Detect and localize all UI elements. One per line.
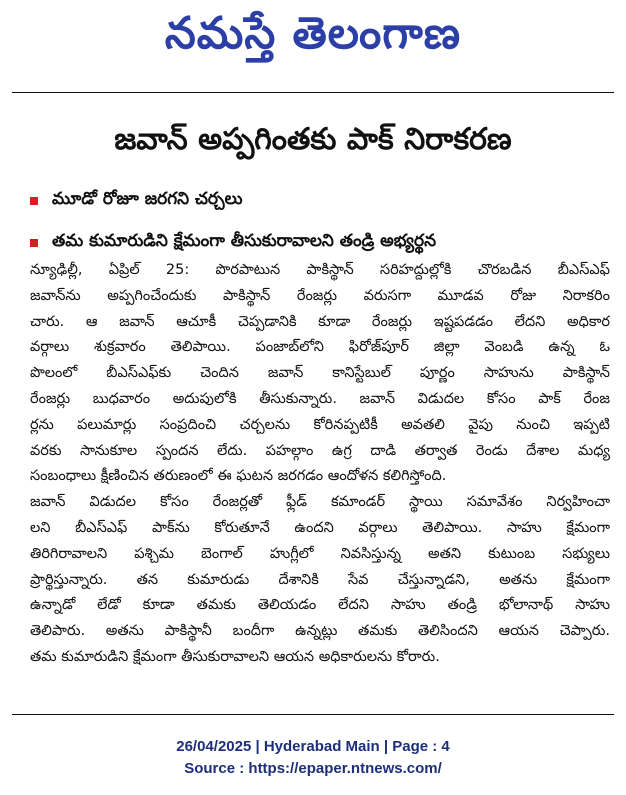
bottom-divider — [12, 714, 614, 715]
article-line: తెలిపారు. అతను పాకిస్థానీ బందీగా ఉన్నట్లు తమకు తెలిసిందని ఆయన చెప్పారు. — [30, 623, 610, 640]
article-line: తిరిగిరావాలని పశ్చిమ బెంగాల్ హుగ్లీలో నివసిస్తున్న అతని కుటుంబ సభ్యులు — [30, 545, 610, 562]
article-line: వరకు సానుకూల స్పందన లేదు. పహల్గాం ఉగ్ర దాడి తర్వాత రెండు దేశాల మధ్య — [30, 442, 610, 459]
subheading-item — [30, 180, 610, 222]
article-line: చారు. ఆ జవాన్ ఆచూకీ చెప్పడానికి కూడా రేంజర్లు ఇష్టపడడం లేదని అధికార — [30, 313, 610, 330]
article-line: ఉన్నాడో లేడో కూడా తమకు తెలియడం లేదని సాహు తండ్రి భోలానాథ్ సాహు — [30, 597, 610, 614]
footer — [0, 736, 626, 780]
article-line: ర్లను పలుమార్లు సంప్రదించి చర్చలను కోరినప్పటికీ అవతలి వైపు నుంచి ఇప్పటి — [30, 416, 610, 433]
article-line: తమ కుమారుడిని క్షేమంగా తీసుకురావాలని ఆయన అధికారులను కోరారు. — [30, 648, 440, 665]
article-body — [30, 258, 610, 671]
subheading-text: మూడో రోజూ జరగని చర్చలు — [52, 189, 243, 209]
article-line: జవాన్ విడుదల కోసం రేంజర్లతో ఫ్లీడ్ కమాండర్ స్థాయి సమావేశం నిర్వహించా — [30, 494, 610, 511]
top-divider — [12, 92, 614, 93]
masthead-title: నమస్తే తెలంగాణ — [164, 8, 462, 59]
bullet-square-icon — [30, 197, 38, 205]
article-line: రేంజర్లు బుధవారం అదుపులోకి తీసుకున్నారు. జవాన్ విడుదల కోసం పాక్ రేంజ — [30, 390, 610, 407]
footer-dateline: 26/04/2025 | Hyderabad Main | Page : 4 — [176, 738, 450, 755]
article-line: వర్గాలు శుక్రవారం తెలిపాయి. పంజాబ్‌లోని ఫిరోజ్‌పూర్ జిల్లా వెంబడి ఉన్న ఓ — [30, 339, 610, 356]
article-line: ప్రార్థిస్తున్నారు. తన కుమారుడు దేశానికి సేవ చేస్తున్నాడని, అతను క్షేమంగా — [30, 571, 610, 588]
article-line: లని బీఎస్ఎఫ్ పాక్‌ను కోరుతూనే ఉందని వర్గాలు తెలిపాయి. సాహు క్షేమంగా — [30, 519, 610, 536]
article-line: పొలంలో బీఎస్ఎఫ్‌కు చెందిన జవాన్ కానిస్టేబుల్ పూర్ణం సాహును పాకిస్థాన్ — [30, 365, 610, 382]
article-line: జవాన్‌ను అప్పగించేందుకు పాకిస్థాన్ రేంజర్లు వరుసగా మూడవ రోజు నిరాకరిం — [30, 287, 610, 304]
subheadings — [30, 180, 610, 264]
article-line: సంబంధాలు క్షీణించిన తరుణంలో ఈ ఘటన జరగడం ఆందోళన కలిగిస్తోంది. — [30, 468, 447, 485]
article-headline: జవాన్ అప్పగింతకు పాక్ నిరాకరణ — [114, 122, 512, 157]
article-line: న్యూఢిల్లీ, ఏప్రిల్ 25: పొరపాటున పాకిస్థాన్ సరిహద్దుల్లోకి చొరబడిన బీఎస్ఎఫ్ — [30, 262, 610, 278]
bullet-square-icon — [30, 239, 38, 247]
footer-source: Source : https://epaper.ntnews.com/ — [184, 760, 442, 777]
masthead — [0, 0, 626, 78]
subheading-text: తమ కుమారుడిని క్షేమంగా తీసుకురావాలని తండ్రి అభ్యర్థన — [52, 231, 437, 251]
